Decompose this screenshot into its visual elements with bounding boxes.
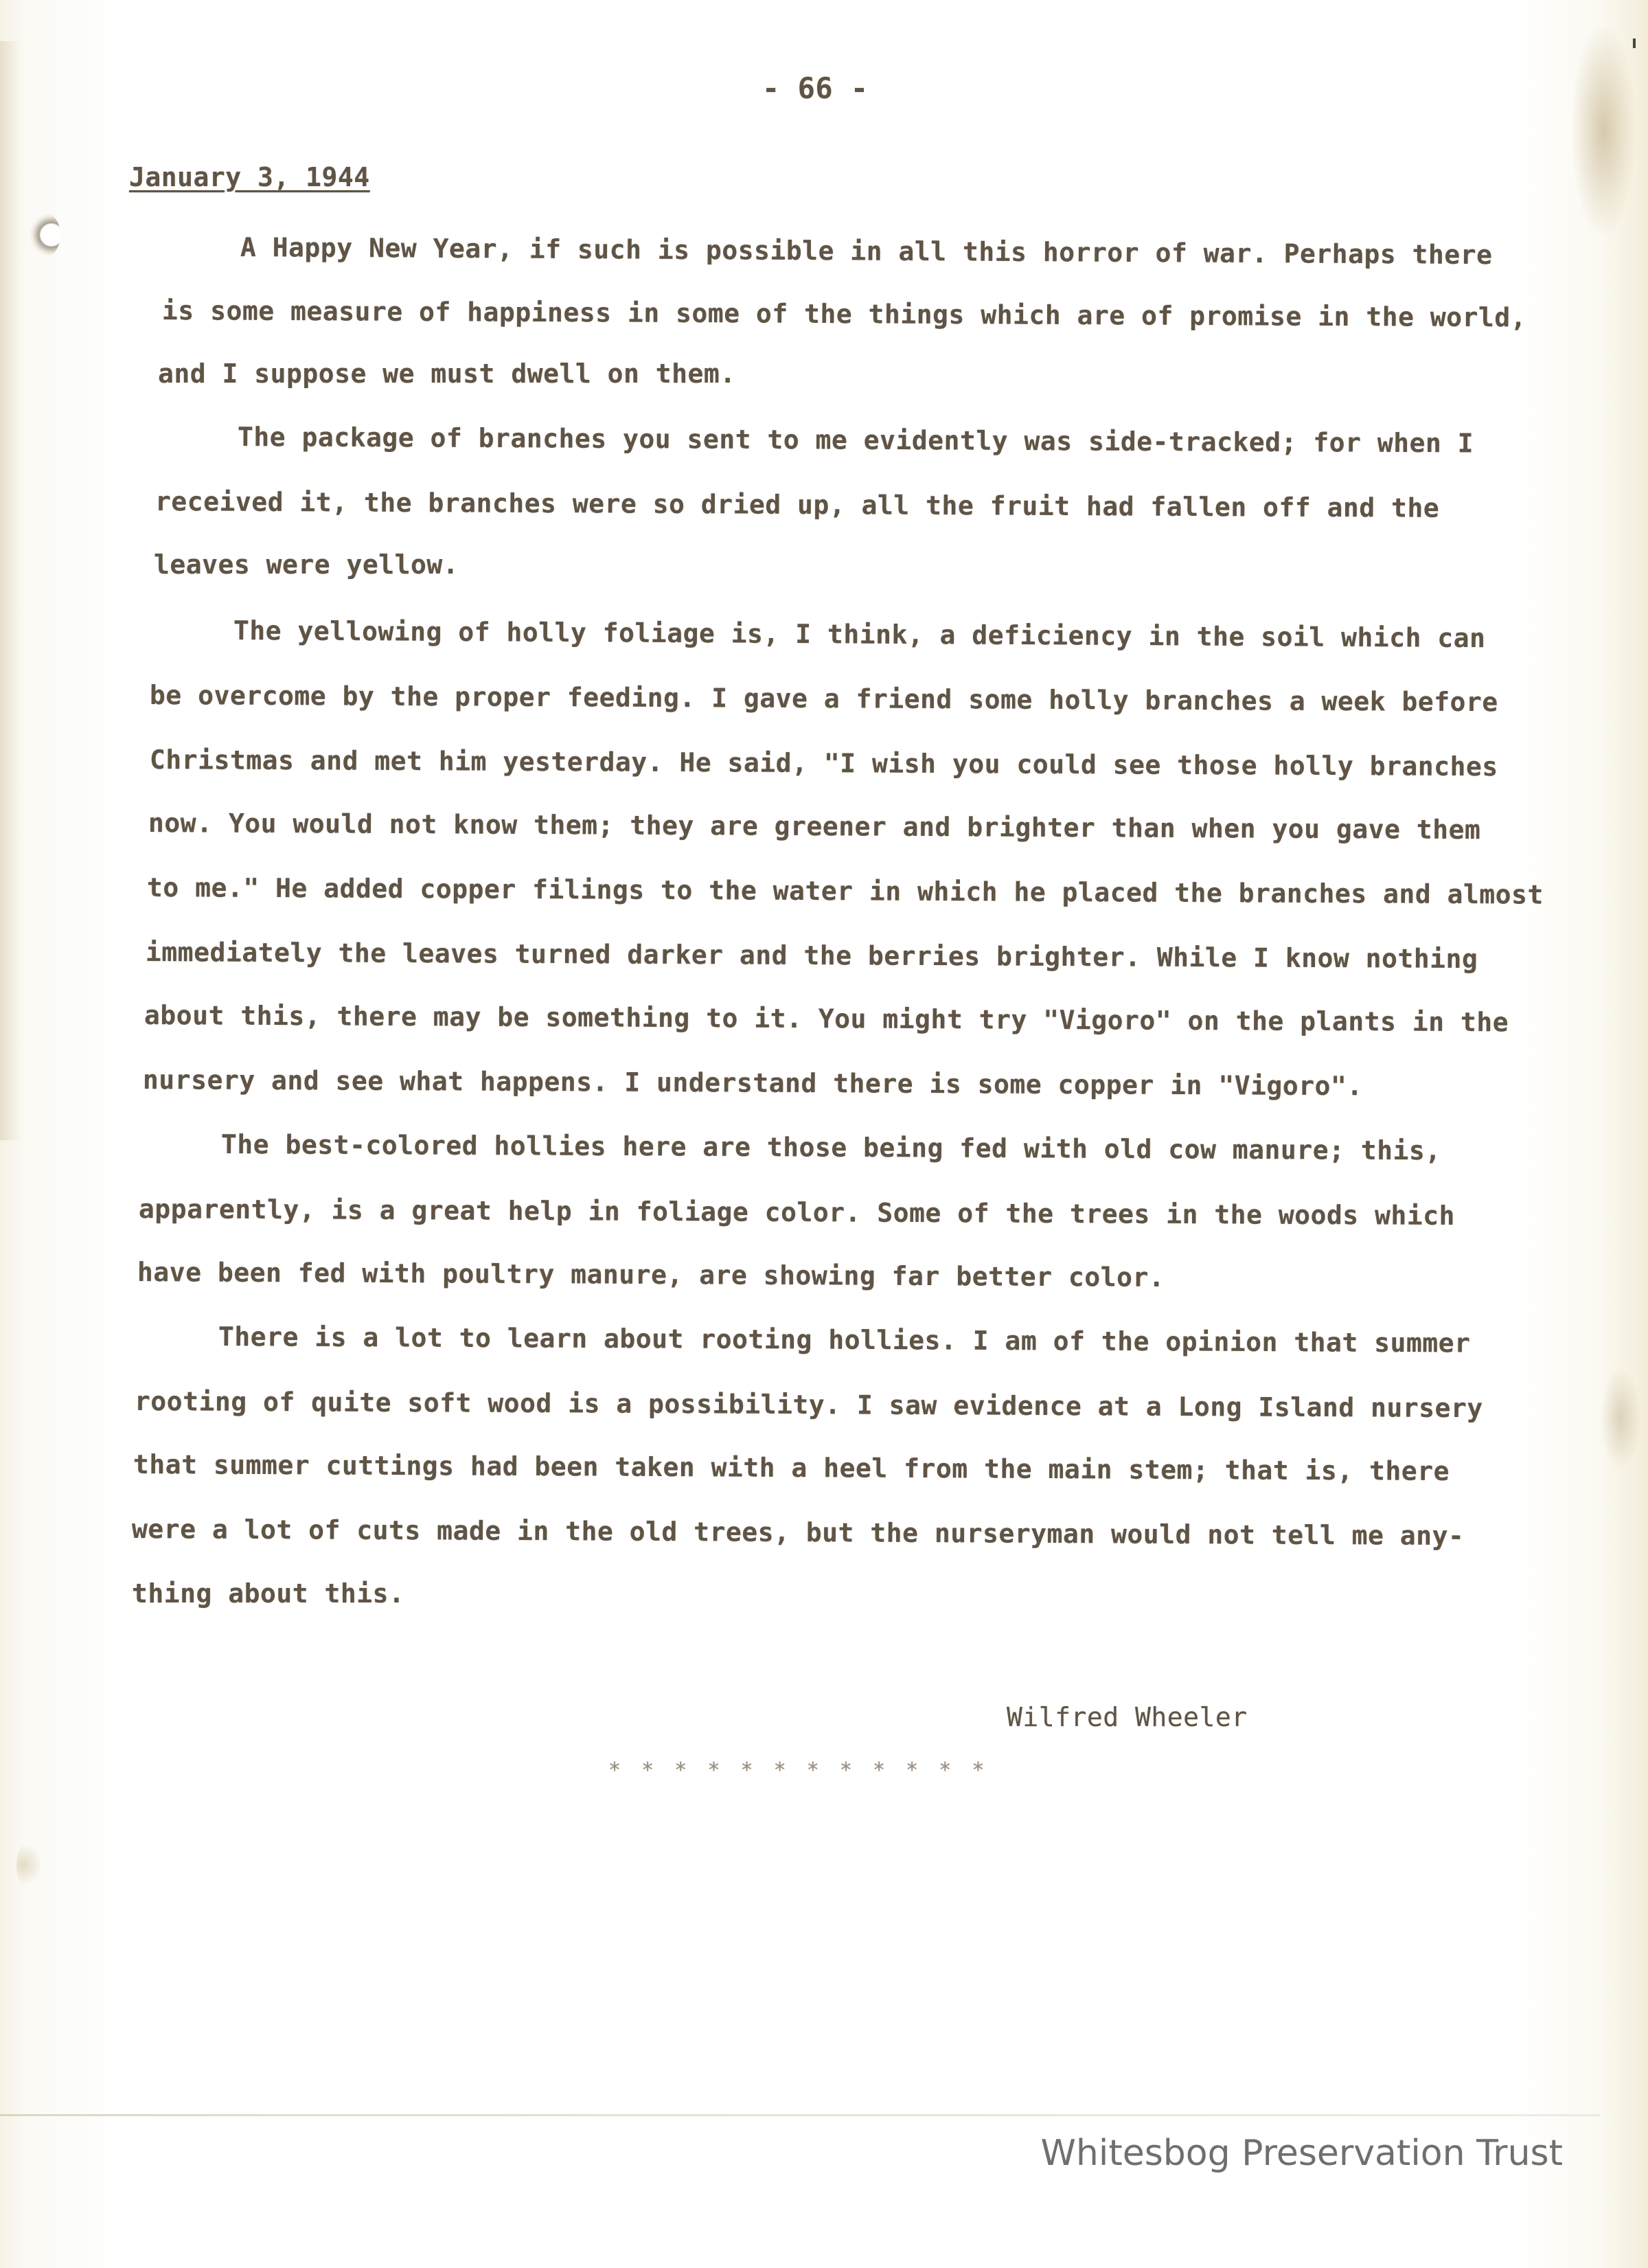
paper-stain-right xyxy=(1600,1367,1641,1470)
text-line: There is a lot to learn about rooting hollies. I am of the opinion that summer xyxy=(218,1322,1471,1359)
text-line: have been fed with poultry manure, are showing far better color. xyxy=(137,1257,1165,1293)
watermark: Whitesbog Preservation Trust xyxy=(1040,2133,1563,2174)
text-line: be overcome by the proper feeding. I gave a friend some holly branches a week before xyxy=(149,680,1498,718)
text-line: and I suppose we must dwell on them. xyxy=(158,359,736,389)
corner-mark xyxy=(1633,38,1636,48)
paper-stain-top-right xyxy=(1572,27,1634,234)
text-line: thing about this. xyxy=(132,1578,405,1609)
text-line: immediately the leaves turned darker and the berries brighter. While I know nothing xyxy=(145,937,1478,975)
bottom-rule xyxy=(0,2114,1600,2116)
text-line: received it, the branches were so dried up, all the fruit had fallen off and the xyxy=(154,486,1440,523)
text-line: The yellowing of holly foliage is, I think, a deficiency in the soil which can xyxy=(233,615,1486,654)
text-line: The package of branches you sent to me evidently was side-tracked; for when I xyxy=(237,422,1474,459)
text-line: about this, there may be something to it. You might try "Vigoro" on the plants in the xyxy=(144,1000,1509,1038)
page-edge-stain xyxy=(0,41,21,1140)
text-line: is some measure of happiness in some of the things which are of promise in the world, xyxy=(161,295,1527,333)
text-line: Christmas and met him yesterday. He said, "I wish you could see those holly branches xyxy=(149,745,1498,782)
letter-date: January 3, 1944 xyxy=(129,162,370,192)
signature: Wilfred Wheeler xyxy=(1007,1702,1248,1732)
text-line: that summer cuttings had been taken with a heel from the main stem; that is, there xyxy=(133,1449,1450,1487)
text-line: nursery and see what happens. I understand there is some copper in "Vigoro". xyxy=(142,1065,1363,1102)
text-line: were a lot of cuts made in the old trees, but the nurseryman would not tell me any- xyxy=(131,1514,1465,1552)
text-line: rooting of quite soft wood is a possibility. I saw evidence at a Long Island nursery xyxy=(134,1386,1483,1424)
page-number: - 66 - xyxy=(762,71,869,105)
text-line: apparently, is a great help in foliage color. Some of the trees in the woods which xyxy=(138,1194,1456,1232)
section-separator: * * * * * * * * * * * * xyxy=(608,1758,989,1782)
text-line: The best-colored hollies here are those being fed with old cow manure; this, xyxy=(220,1129,1441,1166)
text-line: leaves were yellow. xyxy=(154,549,459,580)
punch-hole-mark xyxy=(30,213,60,257)
text-line: now. You would not know them; they are greener and brighter than when you gave them xyxy=(148,808,1481,846)
text-line: A Happy New Year, if such is possible in all this horror of war. Perhaps there xyxy=(240,232,1493,271)
text-line: to me." He added copper filings to the water in which he placed the branches and almost xyxy=(146,872,1544,910)
paper-smudge xyxy=(16,1841,40,1889)
